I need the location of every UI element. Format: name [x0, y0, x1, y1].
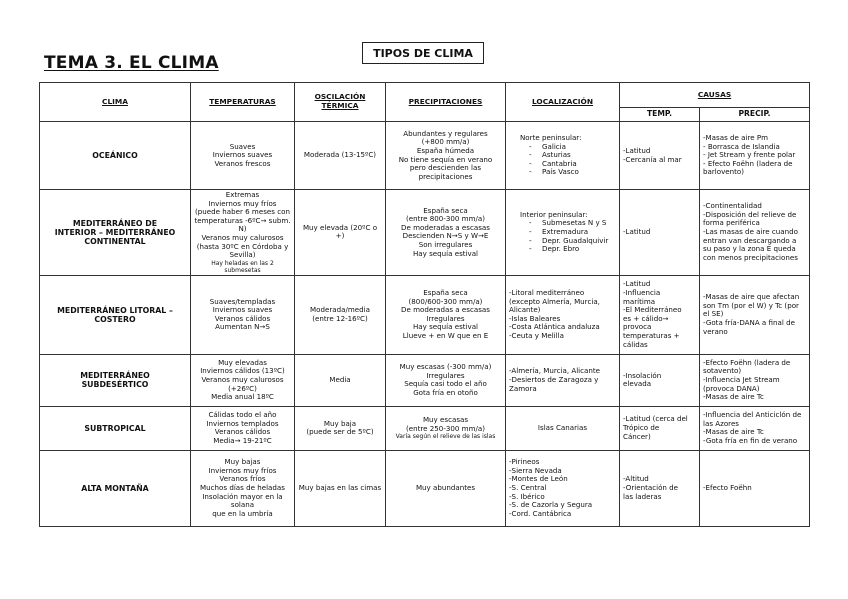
causas-precip-cell	[700, 450, 810, 526]
header-oscilacion-line: TÉRMICA	[321, 101, 359, 110]
text-line: sotavento)	[703, 366, 742, 376]
causas-temp-cell	[620, 122, 700, 190]
text-line: Insolación mayor en la solana	[202, 491, 283, 510]
text-line: ALTA MONTAÑA	[81, 483, 149, 493]
oscilacion-cell	[295, 190, 386, 276]
localizacion-cell	[506, 406, 620, 450]
localizacion-list	[520, 219, 616, 253]
header-causas: CAUSAS	[620, 83, 810, 108]
text-line: Descienden N→S y W→E	[402, 231, 489, 241]
text-line: Irregulares	[426, 370, 465, 380]
text-line: que en la umbría	[212, 508, 273, 518]
text-line: (provoca DANA)	[703, 383, 760, 393]
text-line: -Latitud	[623, 279, 651, 289]
temperaturas-cell	[191, 450, 295, 526]
header-clima: CLIMA	[40, 83, 191, 122]
text-line: Veranos frescos	[214, 158, 271, 168]
text-line: -Continentalidad	[703, 201, 762, 211]
text-line: su paso y la zona E queda	[703, 244, 796, 254]
localizacion-cell	[506, 275, 620, 354]
text-line: Norte peninsular:	[520, 133, 582, 143]
causas-precip-cell	[700, 122, 810, 190]
text-line: (800/600-300 mm/a)	[408, 296, 483, 306]
clima-cell	[40, 122, 191, 190]
temperaturas-cell	[191, 354, 295, 406]
text-line: -Masas de aire Pm	[703, 133, 769, 143]
text-line: CONTINENTAL	[84, 236, 146, 246]
table-row	[40, 275, 810, 354]
text-line: son Tm (por el W) y Tc (por	[703, 300, 799, 310]
list-item: - Cantabria	[542, 160, 616, 169]
text-line: Alicante)	[509, 305, 541, 315]
text-line: Muy elevada (20ºC o +)	[302, 222, 378, 241]
header-oscilacion	[295, 83, 386, 122]
header-oscilacion-line: OSCILACIÓN	[314, 92, 366, 102]
temperaturas-cell	[191, 406, 295, 450]
text-line: Muy escasas (-300 mm/a)	[399, 362, 492, 372]
page-title: TEMA 3. EL CLIMA	[44, 53, 219, 73]
text-line: Veranos cálidos	[214, 427, 271, 437]
text-line: Veranos muy calurosos (+26ºC)	[201, 374, 284, 393]
precipitaciones-note: Varía según el relieve de las islas	[395, 433, 496, 441]
text-line: Gota fría en otoño	[413, 387, 478, 397]
text-line: Irregulares	[426, 313, 465, 323]
clima-cell	[40, 275, 191, 354]
text-line: - Efecto Foëhn (ladera de	[703, 158, 793, 168]
text-line: Llueve + en W que en E	[402, 330, 489, 340]
text-line: Muy escasas	[422, 415, 469, 425]
text-line: -Gota fría en fin de verano	[703, 435, 798, 445]
causas-precip-cell	[700, 275, 810, 354]
precipitaciones-cell	[386, 190, 506, 276]
text-line: (+800 mm/a)	[421, 137, 470, 147]
text-line: No tiene sequía en verano	[398, 154, 493, 164]
text-line: De moderadas a escasas	[401, 305, 490, 315]
text-line: Cáncer)	[623, 431, 651, 441]
localizacion-cell	[506, 190, 620, 276]
localizacion-cell	[506, 450, 620, 526]
text-line: Sevilla)	[229, 250, 256, 260]
text-line: barlovento)	[703, 167, 745, 177]
text-line: - Borrasca de Islandia	[703, 141, 780, 151]
causas-temp-cell	[620, 190, 700, 276]
text-line: Interior peninsular:	[520, 209, 588, 219]
text-line: Muy abundantes	[415, 482, 476, 492]
precipitaciones-cell	[386, 354, 506, 406]
text-line: elevada	[623, 379, 652, 389]
text-line: (entre 12-16ºC)	[312, 313, 368, 323]
oscilacion-cell	[295, 275, 386, 354]
causas-precip-cell	[700, 406, 810, 450]
text-line: Muy bajas en las cimas	[298, 482, 382, 492]
list-item: - Galicia	[542, 143, 616, 152]
text-line: Muchos días de heladas	[200, 482, 285, 492]
text-line: De moderadas a escasas	[401, 222, 490, 232]
text-line: forma periférica	[703, 218, 760, 228]
text-line: Media	[329, 374, 351, 384]
text-line: temperaturas -6ºC→ subm. N)	[194, 215, 291, 234]
list-item: - Extremadura	[542, 228, 616, 237]
text-line: Veranos fríos	[219, 474, 266, 484]
table-row	[40, 450, 810, 526]
text-line: precipitaciones	[418, 171, 473, 181]
text-line: Son irregulares	[418, 239, 473, 249]
text-line: MEDITERRÁNEO	[80, 371, 150, 381]
text-line: marítima	[623, 296, 656, 306]
header-localizacion: LOCALIZACIÓN	[506, 83, 620, 122]
text-line: -Islas Baleares	[509, 313, 561, 323]
text-line: -Cercanía al mar	[623, 154, 682, 164]
text-line: -Sierra Nevada	[509, 465, 562, 475]
localizacion-cell	[506, 122, 620, 190]
text-line: -Latitud	[623, 145, 651, 155]
text-line: -Masas de aire que afectan	[703, 292, 800, 302]
causas-temp-cell	[620, 275, 700, 354]
text-line: temperaturas +	[623, 330, 680, 340]
text-line: Suaves/templadas	[209, 296, 276, 306]
temperaturas-cell	[191, 190, 295, 276]
text-line: Veranos cálidos	[214, 313, 271, 323]
text-line: Aumentan N→S	[215, 322, 270, 332]
causas-temp-cell	[620, 406, 700, 450]
precipitaciones-cell	[386, 450, 506, 526]
table-row	[40, 190, 810, 276]
text-line: Moderada/media	[310, 305, 370, 315]
text-line: Trópico de	[623, 422, 660, 432]
text-line: (entre 800-300 mm/a)	[405, 214, 485, 224]
text-line: -Pirineos	[509, 457, 540, 467]
list-item: - Submesetas N y S	[542, 219, 616, 228]
oscilacion-cell	[295, 450, 386, 526]
temperaturas-note: Hay heladas en las 2 submesetas	[211, 259, 274, 274]
text-line: -Influencia Jet Stream	[703, 374, 780, 384]
text-line: -Costa Atlántica andaluza	[509, 322, 600, 332]
text-line: -Orientación de	[623, 482, 679, 492]
text-line: Extremas	[225, 190, 260, 199]
text-line: -Masas de aire Tc	[703, 392, 764, 402]
oscilacion-cell	[295, 406, 386, 450]
text-line: con menos precipitaciones	[703, 252, 798, 262]
text-line: Media→ 19-21ºC	[213, 435, 272, 445]
text-line: Zamora	[509, 383, 537, 393]
list-item: - Depr. Guadalquivir	[542, 237, 616, 246]
text-line: (entre 250-300 mm/a)	[405, 423, 485, 433]
list-item: - Depr. Ebro	[542, 245, 616, 254]
climate-table	[39, 82, 810, 527]
text-line: Hay sequía estival	[412, 248, 479, 258]
text-line: -Litoral mediterráneo	[509, 287, 585, 297]
text-line: -S. de Cazorla y Segura	[509, 500, 593, 510]
precipitaciones-cell	[386, 122, 506, 190]
text-line: provoca	[623, 322, 652, 332]
text-line: Muy baja	[323, 418, 357, 428]
text-line: Inviernos suaves	[212, 305, 273, 315]
text-line: España seca	[423, 287, 468, 297]
text-line: entran van descargando a	[703, 235, 797, 245]
header-temperaturas: TEMPERATURAS	[191, 83, 295, 122]
text-line: Inviernos muy fríos	[208, 465, 277, 475]
table-row	[40, 406, 810, 450]
text-line: -Desiertos de Zaragoza y	[509, 374, 599, 384]
text-line: -Disposición del relieve de	[703, 209, 797, 219]
text-line: -Latitud (cerca del	[623, 414, 688, 424]
causas-temp-cell	[620, 450, 700, 526]
text-line: -Altitud	[623, 474, 649, 484]
text-line: Inviernos suaves	[212, 150, 273, 160]
text-line: pero descienden las	[409, 163, 482, 173]
text-line: las Azores	[703, 418, 740, 428]
text-line: Muy bajas	[224, 457, 261, 467]
clima-cell	[40, 190, 191, 276]
text-line: Hay sequía estival	[412, 322, 479, 332]
text-line: -Efecto Foëhn	[703, 482, 752, 492]
text-line: Suaves	[229, 141, 256, 151]
text-line: -Almería, Murcia, Alicante	[509, 366, 601, 376]
text-line: Inviernos templados	[206, 418, 279, 428]
oscilacion-cell	[295, 354, 386, 406]
text-line: Media anual 18ºC	[211, 392, 274, 402]
text-line: -El Mediterráneo	[623, 305, 682, 315]
text-line: Sequía casi todo el año	[404, 379, 487, 389]
text-line: -Influencia del Anticiclón de	[703, 410, 802, 420]
localizacion-list	[520, 143, 616, 177]
text-line: Islas Canarias	[537, 422, 588, 432]
oscilacion-cell	[295, 122, 386, 190]
text-line: Cálidas todo el año	[208, 410, 277, 420]
header-causas-precip: PRECIP.	[700, 108, 810, 122]
text-line: -S. Ibérico	[509, 491, 545, 501]
text-line: las laderas	[623, 491, 662, 501]
text-line: cálidas	[623, 339, 648, 349]
precipitaciones-cell	[386, 406, 506, 450]
header-precipitaciones: PRECIPITACIONES	[386, 83, 506, 122]
text-line: -Insolación	[623, 370, 662, 380]
text-line: -S. Central	[509, 482, 547, 492]
clima-cell	[40, 406, 191, 450]
text-line: -Latitud	[623, 227, 651, 237]
text-line: -Efecto Foëhn (ladera de	[703, 357, 791, 367]
list-item: - País Vasco	[542, 168, 616, 177]
text-line: Abundantes y regulares	[403, 128, 488, 138]
text-line: verano	[703, 326, 728, 336]
text-line: (puede ser de 5ºC)	[306, 427, 374, 437]
text-line: -Influencia	[623, 287, 661, 297]
temperaturas-cell	[191, 122, 295, 190]
text-line: SUBTROPICAL	[84, 423, 146, 433]
text-line: Muy elevadas	[218, 357, 267, 367]
text-line: España húmeda	[416, 145, 475, 155]
text-line: Inviernos muy fríos	[208, 198, 277, 208]
text-line: Veranos muy calurosos	[201, 232, 284, 242]
text-line: MEDITERRÁNEO DE	[72, 218, 158, 228]
text-line: España seca	[423, 205, 468, 215]
clima-cell	[40, 354, 191, 406]
table-row	[40, 122, 810, 190]
text-line: COSTERO	[94, 314, 136, 324]
list-item: - Asturias	[542, 151, 616, 160]
text-line: INTERIOR – MEDITERRÁNEO	[54, 227, 176, 237]
text-line: SUBDESÉRTICO	[81, 380, 149, 390]
clima-cell	[40, 450, 191, 526]
causas-temp-cell	[620, 354, 700, 406]
localizacion-cell	[506, 354, 620, 406]
temperaturas-cell	[191, 275, 295, 354]
text-line: (hasta 30ºC en Córdoba y	[196, 241, 289, 251]
section-title-box: TIPOS DE CLIMA	[362, 42, 484, 64]
text-line: -Las masas de aire cuando	[703, 227, 798, 237]
text-line: el SE)	[703, 309, 724, 319]
precipitaciones-cell	[386, 275, 506, 354]
text-line: -Gota fría-DANA a final de	[703, 318, 795, 328]
header-causas-temp: TEMP.	[620, 108, 700, 122]
text-line: -Montes de León	[509, 474, 568, 484]
causas-precip-cell	[700, 190, 810, 276]
text-line: Inviernos cálidos (13ºC)	[200, 366, 285, 376]
table-row	[40, 354, 810, 406]
text-line: es + cálido→	[623, 313, 669, 323]
causas-precip-cell	[700, 354, 810, 406]
text-line: (excepto Almería, Murcia,	[509, 296, 600, 306]
text-line: Moderada (13-15ºC)	[303, 150, 377, 160]
text-line: -Ceuta y Melilla	[509, 330, 564, 340]
text-line: (puede haber 6 meses con	[195, 207, 290, 217]
text-line: MEDITERRÁNEO LITORAL –	[57, 305, 173, 315]
text-line: OCEÁNICO	[92, 150, 138, 160]
text-line: - Jet Stream y frente polar	[703, 150, 796, 160]
text-line: -Cord. Cantábrica	[509, 508, 572, 518]
text-line: -Masas de aire Tc	[703, 427, 764, 437]
